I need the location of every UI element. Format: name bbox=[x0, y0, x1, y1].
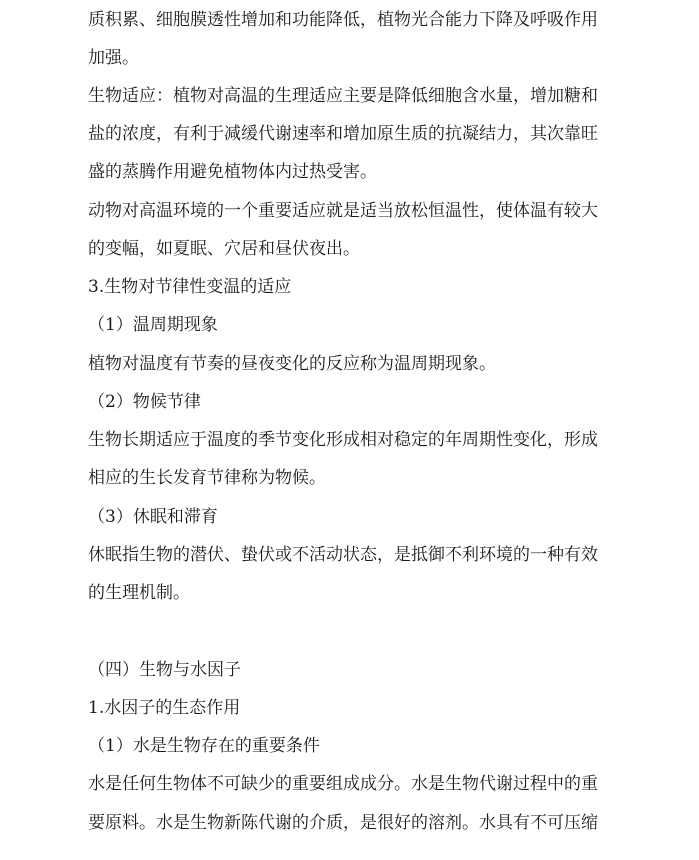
text-line: 植物对温度有节奏的昼夜变化的反应称为温周期现象。 bbox=[88, 354, 496, 374]
text-line: 相应的生长发育节律称为物候。 bbox=[88, 468, 326, 488]
text-line: 要原料。水是生物新陈代谢的介质，是很好的溶剂。水具有不可压缩 bbox=[88, 813, 598, 833]
subsection-heading: （2）物候节律 bbox=[88, 392, 201, 412]
text-line: 盛的蒸腾作用避免植物体内过热受害。 bbox=[88, 162, 377, 182]
chapter-heading: （四）生物与水因子 bbox=[88, 660, 241, 680]
text-line: 生物适应：植物对高温的生理适应主要是降低细胞含水量，增加糖和 bbox=[88, 86, 598, 106]
text-line: 质积累、细胞膜透性增加和功能降低，植物光合能力下降及呼吸作用 bbox=[88, 10, 598, 30]
text-line: 水是任何生物体不可缺少的重要组成成分。水是生物代谢过程中的重 bbox=[88, 774, 598, 794]
text-line: 加强。 bbox=[88, 48, 139, 68]
text-line: 动物对高温环境的一个重要适应就是适当放松恒温性，使体温有较大 bbox=[88, 201, 598, 221]
text-line: 休眠指生物的潜伏、蛰伏或不活动状态，是抵御不利环境的一种有效 bbox=[88, 545, 598, 565]
subsection-heading: （3）休眠和滞育 bbox=[88, 507, 218, 527]
section-heading: 1.水因子的生态作用 bbox=[88, 698, 241, 718]
text-line: 生物长期适应于温度的季节变化形成相对稳定的年周期性变化，形成 bbox=[88, 430, 598, 450]
text-line: 盐的浓度，有利于减缓代谢速率和增加原生质的抗凝结力，其次靠旺 bbox=[88, 124, 598, 144]
section-heading: 3.生物对节律性变温的适应 bbox=[88, 277, 292, 297]
text-line: 的生理机制。 bbox=[88, 583, 190, 603]
subsection-heading: （1）水是生物存在的重要条件 bbox=[88, 736, 320, 756]
text-line: 的变幅，如夏眠、穴居和昼伏夜出。 bbox=[88, 239, 360, 259]
subsection-heading: （1）温周期现象 bbox=[88, 315, 218, 335]
